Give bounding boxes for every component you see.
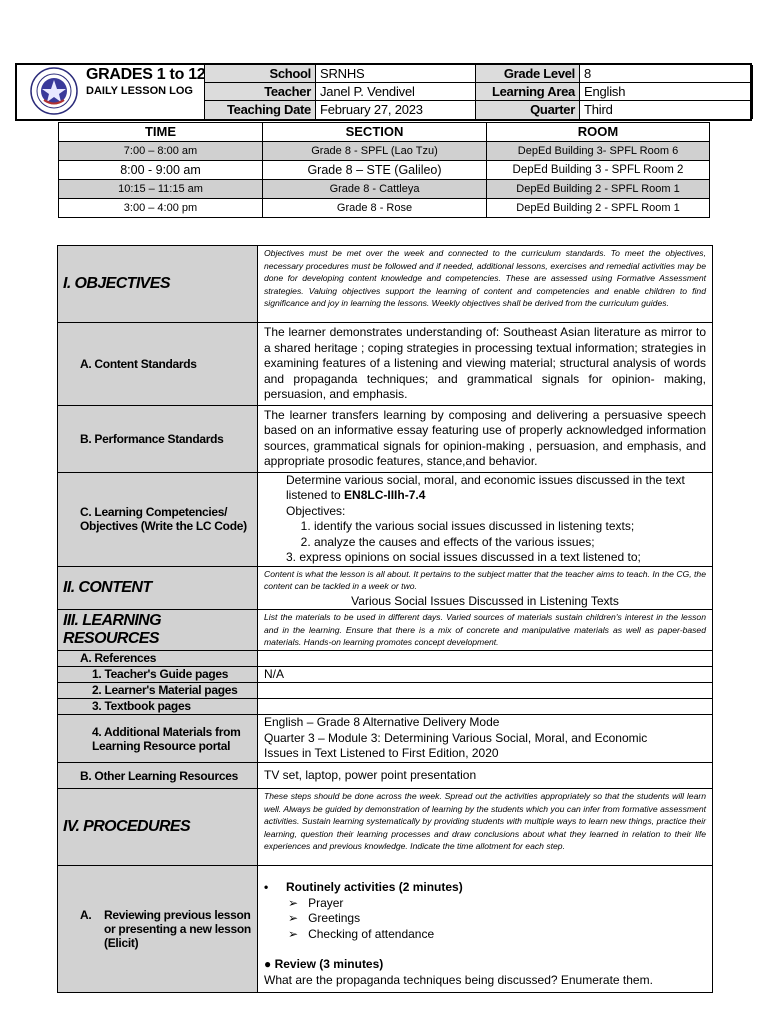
schedule-room: DepEd Building 2 - SPFL Room 1	[487, 199, 710, 218]
other-resources-label: B. Other Learning Resources	[80, 768, 238, 783]
learning-competencies-cell	[258, 472, 713, 566]
performance-standards-label: B. Performance Standards	[80, 431, 224, 446]
schedule-room: DepEd Building 3- SPFL Room 6	[487, 142, 710, 161]
bullet-icon: •	[264, 880, 269, 894]
schedule-row	[59, 142, 710, 161]
header-info-grid	[204, 65, 752, 119]
objective-item: 2. analyze the causes and effects of the various issues;	[314, 535, 712, 551]
content-standards-label: A. Content Standards	[80, 356, 197, 371]
routine-item: ➢ Checking of attendance	[288, 927, 706, 943]
content-heading: II. CONTENT	[63, 578, 152, 596]
resources-heading-cell	[58, 610, 258, 651]
procedures-heading: IV. PROCEDURES	[63, 818, 191, 835]
schedule-time: 10:15 – 11:15 am	[59, 180, 263, 199]
log-subtitle: DAILY LESSON LOG	[86, 85, 193, 97]
content-standards-row	[58, 323, 713, 406]
deped-seal-logo	[30, 67, 78, 115]
references-label-cell	[58, 650, 258, 666]
learners-material-value	[258, 683, 713, 699]
textbook-label-cell	[58, 699, 258, 715]
schedule-table	[58, 122, 710, 218]
competency-line: listened to EN8LC-IIIh-7.4	[286, 488, 426, 502]
teachers-guide-label: 1. Teacher's Guide pages	[92, 666, 229, 681]
schedule-room: DepEd Building 2 - SPFL Room 1	[487, 180, 710, 199]
performance-standards-label-cell	[58, 405, 258, 472]
learning-competencies-row	[58, 472, 713, 566]
time-header: TIME	[59, 123, 263, 142]
additional-material-line: Issues in Text Listened to First Edition, 2020	[264, 746, 499, 760]
objectives-subheading: Objectives:	[286, 503, 346, 518]
objectives-note: Objectives must be met over the week and connected to the curriculum standards. To meet the objectives, necessary procedures must be followed and if needed, additional lessons, exercises and remedial activities may be done for developing content knowledge and competencies. These are assessed using Formative Assessment strategies. Valuing objectives support the learning of content and competencies and enable children to find significance and joy in learning the lessons. Weekly objectives shall be derived from the curriculum guides.	[264, 248, 706, 308]
learning-area-value: English	[580, 83, 753, 101]
other-resources-label-cell	[58, 763, 258, 789]
other-resources-value: TV set, laptop, power point presentation	[258, 763, 713, 789]
teachers-guide-row	[58, 666, 713, 683]
teaching-date-label: Teaching Date	[205, 101, 316, 119]
school-value: SRNHS	[316, 65, 476, 83]
competency-line: Determine various social, moral, and economic issues discussed in the text	[286, 472, 685, 487]
section-header: SECTION	[263, 123, 487, 142]
additional-material-line: Quarter 3 – Module 3: Determining Various Social, Moral, and Economic	[264, 730, 648, 745]
other-resources-row	[58, 763, 713, 789]
content-heading-cell	[58, 566, 258, 610]
schedule-time: 7:00 – 8:00 am	[59, 142, 263, 161]
performance-standards-row	[58, 405, 713, 472]
schedule-section: Grade 8 - Rose	[263, 199, 487, 218]
schedule-row	[59, 180, 710, 199]
content-row	[58, 566, 713, 610]
routine-item: ➢ Prayer	[288, 896, 706, 912]
objective-item: 1. identify the various social issues discussed in listening texts;	[314, 519, 712, 535]
resources-heading: III. LEARNING RESOURCES	[63, 611, 161, 647]
additional-materials-cell	[258, 715, 713, 763]
references-label: A. References	[80, 650, 157, 665]
schedule-time: 8:00 - 9:00 am	[59, 161, 263, 180]
schedule-room: DepEd Building 3 - SPFL Room 2	[487, 161, 710, 180]
additional-materials-label-cell	[58, 715, 258, 763]
schedule-section: Grade 8 - SPFL (Lao Tzu)	[263, 142, 487, 161]
quarter-value: Third	[580, 101, 753, 119]
review-heading: ● Review (3 minutes)	[264, 957, 384, 971]
objectives-heading-cell	[58, 246, 258, 323]
objectives-note-cell	[258, 246, 713, 323]
references-cell	[258, 650, 713, 666]
schedule-section: Grade 8 - Cattleya	[263, 180, 487, 199]
teacher-label: Teacher	[205, 83, 316, 101]
routine-item: ➢ Greetings	[288, 911, 706, 927]
lc-code: EN8LC-IIIh-7.4	[344, 488, 426, 502]
additional-materials-row	[58, 715, 713, 763]
procedure-a-row	[58, 866, 713, 993]
teachers-guide-label-cell	[58, 666, 258, 683]
content-standards-text: The learner demonstrates understanding of: Southeast Asian literature as mirror to a shared heritage ; coping strategies in processing textual information; strategies in examining features of a listening and viewing material; structural analysis of words and propaganda techniques; and grammatical signals for opinion- making, persuasion, and emphasis.	[264, 325, 706, 401]
room-header: ROOM	[487, 123, 710, 142]
learners-material-row	[58, 683, 713, 699]
performance-standards-cell	[258, 405, 713, 472]
textbook-label: 3. Textbook pages	[92, 699, 191, 713]
review-question: What are the propaganda techniques being discussed? Enumerate them.	[264, 972, 653, 987]
textbook-value	[258, 699, 713, 715]
objective-item: 3. express opinions on social issues discussed in a text listened to;	[286, 550, 641, 564]
procedures-note: These steps should be done across the week. Spread out the activities appropriately so that the students will learn well. Always be guided by demonstration of learning by the students which you can infer from formative assessment activities. Sustain learning systematically by providing students with multiple ways to learn new things, practice their learning, question their learning processes and draw conclusions about what they learned in relation to their life experiences and previous knowledge. Indicate the time allotment for each step.	[264, 791, 706, 851]
references-row	[58, 650, 713, 666]
content-note: Content is what the lesson is all about. It pertains to the subject matter that the teacher aims to teach. In the CG, the content can be tackled in a week or two.	[264, 568, 706, 591]
teaching-date-value: February 27, 2023	[316, 101, 476, 119]
schedule-time: 3:00 – 4:00 pm	[59, 199, 263, 218]
resources-row	[58, 610, 713, 651]
lesson-plan-table	[57, 245, 713, 993]
content-topic: Various Social Issues Discussed in Listening Texts	[351, 593, 619, 608]
quarter-label: Quarter	[476, 101, 580, 119]
additional-material-line: English – Grade 8 Alternative Delivery Mode	[264, 715, 500, 729]
learners-material-label: 2. Learner's Material pages	[92, 683, 238, 697]
resources-note-cell	[258, 610, 713, 651]
grade-level-label: Grade Level	[476, 65, 580, 83]
school-label: School	[205, 65, 316, 83]
learning-competencies-label-cell	[58, 472, 258, 566]
content-cell	[258, 566, 713, 610]
resources-note: List the materials to be used in different days. Varied sources of materials sustain children's interest in the lesson and in the learning. Ensure that there is a mix of concrete and manipulative materials as well as paper-based materials. Hands-on learning promotes concept development.	[264, 612, 706, 647]
learning-competencies-label: C. Learning Competencies/ Objectives (Write the LC Code)	[80, 505, 247, 533]
content-standards-label-cell	[58, 323, 258, 406]
schedule-header-row	[59, 123, 710, 142]
objectives-list	[286, 519, 712, 550]
procedures-note-cell	[258, 789, 713, 866]
routine-heading: • Routinely activities (2 minutes)	[264, 880, 463, 894]
textbook-row	[58, 699, 713, 715]
schedule-row	[59, 161, 710, 180]
teachers-guide-value: N/A	[258, 666, 713, 683]
teacher-value: Janel P. Vendivel	[316, 83, 476, 101]
content-standards-cell	[258, 323, 713, 406]
procedure-a-cell	[258, 866, 713, 993]
procedures-heading-cell	[58, 789, 258, 866]
grade-level-value: 8	[580, 65, 753, 83]
objectives-heading: I. OBJECTIVES	[63, 275, 170, 292]
additional-materials-label: 4. Additional Materials from Learning Resource portal	[92, 724, 241, 753]
procedures-row	[58, 789, 713, 866]
procedure-a-label-cell	[58, 866, 258, 993]
log-title: GRADES 1 to 12	[86, 66, 206, 83]
schedule-section: Grade 8 – STE (Galileo)	[263, 161, 487, 180]
performance-standards-text: The learner transfers learning by composing and delivering a persuasive speech based on an informative essay featuring use of properly acknowledged information sources, grammatical signals for opinion-making , persuasion, and emphasis, and appropriate prosodic features, stance,and behavior.	[264, 407, 706, 468]
procedure-a-label: A. Reviewing previous lesson or presenting a new lesson (Elicit)	[80, 908, 251, 950]
routine-list	[264, 896, 706, 943]
learners-material-label-cell	[58, 683, 258, 699]
learning-area-label: Learning Area	[476, 83, 580, 101]
objectives-row	[58, 246, 713, 323]
schedule-row	[59, 199, 710, 218]
